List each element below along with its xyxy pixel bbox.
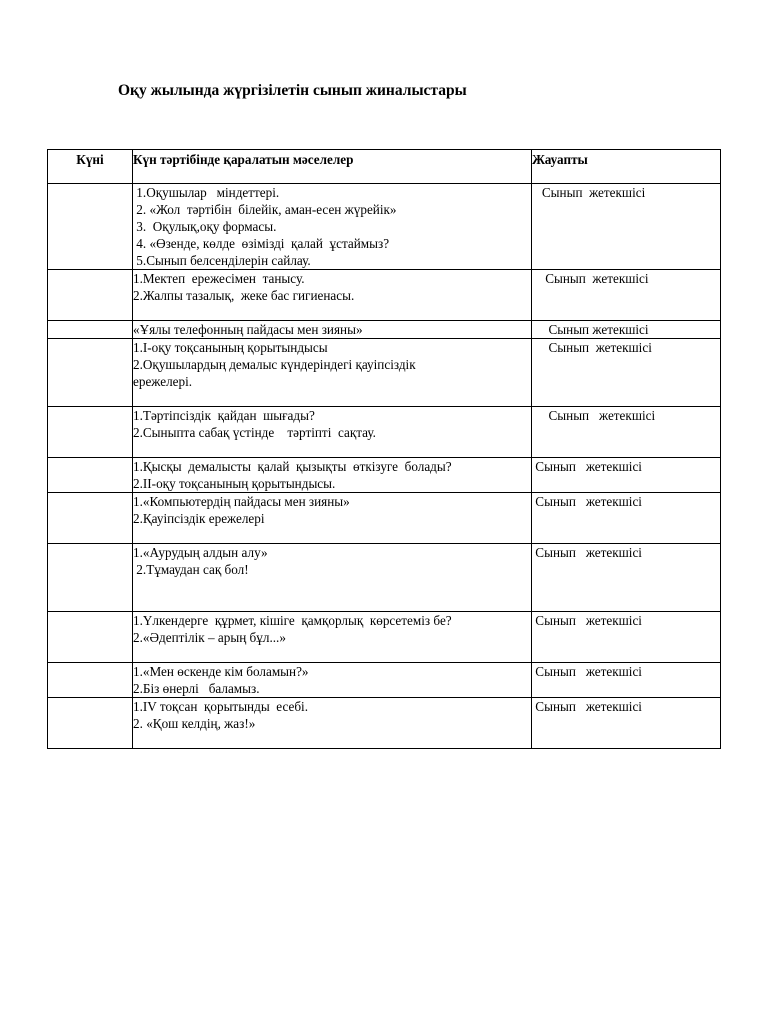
day-cell xyxy=(48,698,133,749)
topics-cell xyxy=(133,184,532,270)
topic-line: 2.Тұмаудан сақ бол! xyxy=(133,562,249,577)
day-cell xyxy=(48,321,133,339)
topic-line: 2.ІІ-оқу тоқсанының қорытындысы. xyxy=(133,476,336,491)
topics-cell xyxy=(133,612,532,663)
table-row xyxy=(48,184,721,270)
table-row xyxy=(48,407,721,458)
topic-line: 2.Қауіпсіздік ережелері xyxy=(133,511,265,526)
topic-line: ережелері. xyxy=(133,374,193,389)
table-row xyxy=(48,612,721,663)
topic-line: 1.Оқушылар міндеттері. xyxy=(133,185,280,200)
table-row xyxy=(48,270,721,321)
topic-line: 2.Сыныпта сабақ үстінде тәртіпті сақтау. xyxy=(133,425,376,440)
topics-cell xyxy=(133,270,532,321)
table-row xyxy=(48,321,721,339)
topic-line: 1.Тәртіпсіздік қайдан шығады? xyxy=(133,408,315,423)
topic-line: 4. «Өзенде, көлде өзімізді қалай ұстаймыз? xyxy=(133,236,390,251)
topic-line: 2.Оқушылардың демалыс күндеріндегі қауіпсіздік xyxy=(133,357,416,372)
table-row xyxy=(48,663,721,698)
topic-line: 5.Сынып белсенділерін сайлау. xyxy=(133,253,311,268)
responsible-cell: Сынып жетекшісі xyxy=(532,407,721,458)
table-row xyxy=(48,698,721,749)
topic-line: 2.«Әдептілік – арың бұл...» xyxy=(133,630,286,645)
topics-cell xyxy=(133,407,532,458)
responsible-cell: Сынып жетекшісі xyxy=(532,493,721,544)
responsible-cell: Сынып жетекшісі xyxy=(532,339,721,407)
topic-line: 2.Жалпы тазалық, жеке бас гигиенасы. xyxy=(133,288,355,303)
topic-line: 1.«Мен өскенде кім боламын?» xyxy=(133,664,309,679)
topic-line: 2.Біз өнерлі баламыз. xyxy=(133,681,260,696)
topic-line: 1.Қысқы демалысты қалай қызықты өткізуге болады? xyxy=(133,459,452,474)
meetings-table xyxy=(47,149,721,749)
responsible-cell: Сынып жетекшісі xyxy=(532,270,721,321)
header-day: Күні xyxy=(48,150,133,184)
topic-line: 2. «Жол тәртібін білейік, аман-есен жүрейік» xyxy=(133,202,397,217)
table-header-row xyxy=(48,150,721,184)
day-cell xyxy=(48,493,133,544)
topics-cell xyxy=(133,339,532,407)
topic-line: 1.Үлкендерге құрмет, кішіге қамқорлық көрсетеміз бе? xyxy=(133,613,452,628)
topic-line: «Ұялы телефонның пайдасы мен зияны» xyxy=(133,322,363,337)
topic-line: 1.І-оқу тоқсанының қорытындысы xyxy=(133,340,328,355)
topics-cell xyxy=(133,544,532,612)
responsible-cell: Сынып жетекшісі xyxy=(532,663,721,698)
topics-cell xyxy=(133,321,532,339)
day-cell xyxy=(48,612,133,663)
topics-cell xyxy=(133,493,532,544)
day-cell xyxy=(48,184,133,270)
responsible-cell: Сынып жетекшісі xyxy=(532,184,721,270)
table-row xyxy=(48,544,721,612)
topic-line: 3. Оқулық,оқу формасы. xyxy=(133,219,277,234)
table-row xyxy=(48,493,721,544)
responsible-cell: Сынып жетекшісі xyxy=(532,612,721,663)
day-cell xyxy=(48,407,133,458)
topics-cell xyxy=(133,458,532,493)
header-topics: Күн тәртібінде қаралатын мәселелер xyxy=(133,150,532,184)
day-cell xyxy=(48,663,133,698)
table-row xyxy=(48,458,721,493)
responsible-cell: Сынып жетекшісі xyxy=(532,458,721,493)
topic-line: 1.«Аурудың алдын алу» xyxy=(133,545,268,560)
day-cell xyxy=(48,458,133,493)
responsible-cell: Сынып жетекшісі xyxy=(532,544,721,612)
topic-line: 1.Мектеп ережесімен танысу. xyxy=(133,271,305,286)
responsible-cell: Сынып жетекшісі xyxy=(532,321,721,339)
responsible-cell: Сынып жетекшісі xyxy=(532,698,721,749)
day-cell xyxy=(48,270,133,321)
topics-cell xyxy=(133,698,532,749)
topic-line: 1.«Компьютердің пайдасы мен зияны» xyxy=(133,494,350,509)
topic-line: 1.ІV тоқсан қорытынды есебі. xyxy=(133,699,308,714)
document-title: Оқу жылында жүргізілетін сынып жиналыстары xyxy=(118,82,467,99)
day-cell xyxy=(48,544,133,612)
topic-line: 2. «Қош келдің, жаз!» xyxy=(133,716,256,731)
day-cell xyxy=(48,339,133,407)
table-row xyxy=(48,339,721,407)
header-responsible: Жауапты xyxy=(532,150,721,184)
topics-cell xyxy=(133,663,532,698)
